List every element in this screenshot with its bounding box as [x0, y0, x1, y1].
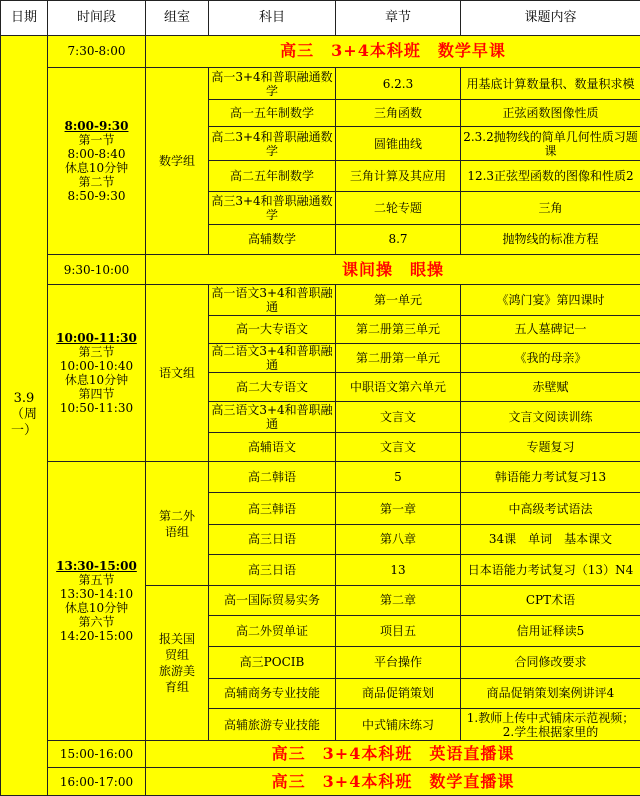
slot-break: 休息10分钟	[64, 373, 129, 388]
subject-cell: 高一大专语文	[209, 315, 336, 343]
topic-cell: 2.3.2抛物线的简单几何性质习题课	[461, 127, 640, 161]
slot-period: 第五节	[78, 573, 115, 588]
banner-math-live: 高三 3+4本科班 数学直播课	[146, 768, 640, 796]
subject-cell: 高二韩语	[209, 462, 336, 493]
slot-time: 13:30-14:10	[59, 587, 134, 602]
slot-period: 第六节	[78, 615, 115, 630]
chapter-cell: 第一单元	[336, 285, 461, 316]
group-label-line: 育组	[164, 679, 189, 694]
group-label-line: 旅游美	[158, 663, 195, 678]
table-row	[1, 768, 640, 796]
time-slot-chinese	[48, 285, 146, 462]
topic-cell: 信用证释读5	[461, 616, 640, 647]
slot-time: 8:50-9:30	[67, 189, 126, 203]
subject-cell: 高一3+4和普职融通数学	[209, 67, 336, 100]
table-row	[1, 285, 640, 316]
time-cell: 15:00-16:00	[48, 741, 146, 768]
slot-break: 休息10分钟	[64, 601, 129, 616]
header-group: 组室	[146, 1, 209, 36]
subject-cell: 高一语文3+4和普职融通	[209, 285, 336, 316]
slot-period: 第三节	[78, 345, 115, 360]
topic-cell: 正弦函数图像性质	[461, 100, 640, 127]
group-label-line: 报关国	[158, 631, 195, 646]
chapter-cell: 中式铺床练习	[336, 708, 461, 741]
date-weekday-1: （周	[10, 407, 37, 423]
chapter-cell: 第八章	[336, 525, 461, 555]
topic-cell: 商品促销策划案例讲评4	[461, 678, 640, 708]
topic-cell: 中高级考试语法	[461, 493, 640, 525]
subject-cell: 高三3+4和普职融通数学	[209, 191, 336, 224]
subject-cell: 高一国际贸易实务	[209, 585, 336, 616]
header-time: 时间段	[48, 1, 146, 36]
subject-cell: 高二外贸单证	[209, 616, 336, 647]
topic-cell: 《我的母亲》	[461, 343, 640, 373]
subject-cell: 高三语文3+4和普职融通	[209, 401, 336, 432]
chapter-cell: 8.7	[336, 224, 461, 255]
date-weekday-2: 一）	[10, 423, 37, 439]
slot-time: 10:50-11:30	[59, 401, 134, 416]
subject-cell: 高辅旅游专业技能	[209, 708, 336, 741]
slot-time: 14:20-15:00	[59, 629, 134, 644]
header-row	[1, 1, 640, 36]
topic-cell: 《鸿门宴》第四课时	[461, 285, 640, 316]
subject-cell: 高二3+4和普职融通数学	[209, 127, 336, 161]
table-row	[1, 67, 640, 100]
group-label-line: 第二外	[158, 508, 195, 523]
subject-cell: 高二大专语文	[209, 373, 336, 402]
slot-range: 13:30-15:00	[56, 559, 137, 574]
topic-cell: 赤壁赋	[461, 373, 640, 402]
chapter-cell: 商品促销策划	[336, 678, 461, 708]
time-cell: 7:30-8:00	[48, 35, 146, 67]
topic-cell: 专题复习	[461, 432, 640, 462]
subject-cell: 高辅商务专业技能	[209, 678, 336, 708]
slot-period: 第四节	[78, 387, 115, 402]
topic-cell: 五人墓碑记一	[461, 315, 640, 343]
chapter-cell: 二轮专题	[336, 191, 461, 224]
topic-cell: 韩语能力考试复习13	[461, 462, 640, 493]
subject-cell: 高三韩语	[209, 493, 336, 525]
subject-cell: 高三POCIB	[209, 647, 336, 679]
chapter-cell: 13	[336, 554, 461, 585]
table-row	[1, 741, 640, 768]
subject-cell: 高二语文3+4和普职融通	[209, 343, 336, 373]
chapter-cell: 文言文	[336, 432, 461, 462]
chapter-cell: 第二章	[336, 585, 461, 616]
topic-cell: 三角	[461, 191, 640, 224]
subject-cell: 高辅数学	[209, 224, 336, 255]
header-subject: 科目	[209, 1, 336, 36]
topic-cell: 合同修改要求	[461, 647, 640, 679]
group-second-language	[146, 462, 209, 585]
header-date: 日期	[1, 1, 48, 36]
chapter-cell: 第二册第三单元	[336, 315, 461, 343]
topic-cell: 日本语能力考试复习（13）N4	[461, 554, 640, 585]
chapter-cell: 文言文	[336, 401, 461, 432]
slot-range: 8:00-9:30	[64, 119, 129, 133]
slot-time: 10:00-10:40	[59, 359, 134, 374]
chapter-cell: 三角函数	[336, 100, 461, 127]
slot-period: 第一节	[78, 133, 115, 147]
slot-break: 休息10分钟	[64, 161, 129, 175]
chapter-cell: 平台操作	[336, 647, 461, 679]
topic-cell: 抛物线的标准方程	[461, 224, 640, 255]
time-slot-afternoon	[48, 462, 146, 741]
slot-time: 8:00-8:40	[67, 147, 126, 161]
chapter-cell: 项目五	[336, 616, 461, 647]
topic-cell: 34课 单词 基本课文	[461, 525, 640, 555]
subject-cell: 高三日语	[209, 554, 336, 585]
time-cell: 16:00-17:00	[48, 768, 146, 796]
group-label-line: 贸组	[164, 647, 189, 662]
date-cell	[1, 35, 48, 795]
subject-cell: 高辅语文	[209, 432, 336, 462]
chapter-cell: 圆锥曲线	[336, 127, 461, 161]
group-label-line: 语组	[164, 524, 189, 539]
chapter-cell: 三角计算及其应用	[336, 160, 461, 191]
group-math: 数学组	[146, 67, 209, 255]
date-value: 3.9	[13, 391, 35, 407]
subject-cell: 高三日语	[209, 525, 336, 555]
topic-cell: 12.3正弦型函数的图像和性质2	[461, 160, 640, 191]
group-chinese: 语文组	[146, 285, 209, 462]
table-row	[1, 462, 640, 493]
chapter-cell: 5	[336, 462, 461, 493]
slot-period: 第二节	[78, 175, 115, 189]
group-trade-tourism	[146, 585, 209, 741]
banner-english-live: 高三 3+4本科班 英语直播课	[146, 741, 640, 768]
time-slot-math	[48, 67, 146, 255]
subject-cell: 高二五年制数学	[209, 160, 336, 191]
table-row	[1, 35, 640, 67]
chapter-cell: 中职语文第六单元	[336, 373, 461, 402]
banner-math-morning: 高三 3+4本科班 数学早课	[146, 35, 640, 67]
topic-cell: CPT术语	[461, 585, 640, 616]
topic-cell: 文言文阅读训练	[461, 401, 640, 432]
topic-cell: 1.教师上传中式铺床示范视频；2.学生根据家里的	[461, 708, 640, 741]
subject-cell: 高一五年制数学	[209, 100, 336, 127]
chapter-cell: 第一章	[336, 493, 461, 525]
table-row	[1, 255, 640, 285]
banner-exercise: 课间操 眼操	[146, 255, 640, 285]
time-cell: 9:30-10:00	[48, 255, 146, 285]
header-topic: 课题内容	[461, 1, 640, 36]
slot-range: 10:00-11:30	[56, 331, 137, 346]
topic-cell: 用基底计算数量积、数量积求模	[461, 67, 640, 100]
header-chapter: 章节	[336, 1, 461, 36]
chapter-cell: 第二册第一单元	[336, 343, 461, 373]
chapter-cell: 6.2.3	[336, 67, 461, 100]
